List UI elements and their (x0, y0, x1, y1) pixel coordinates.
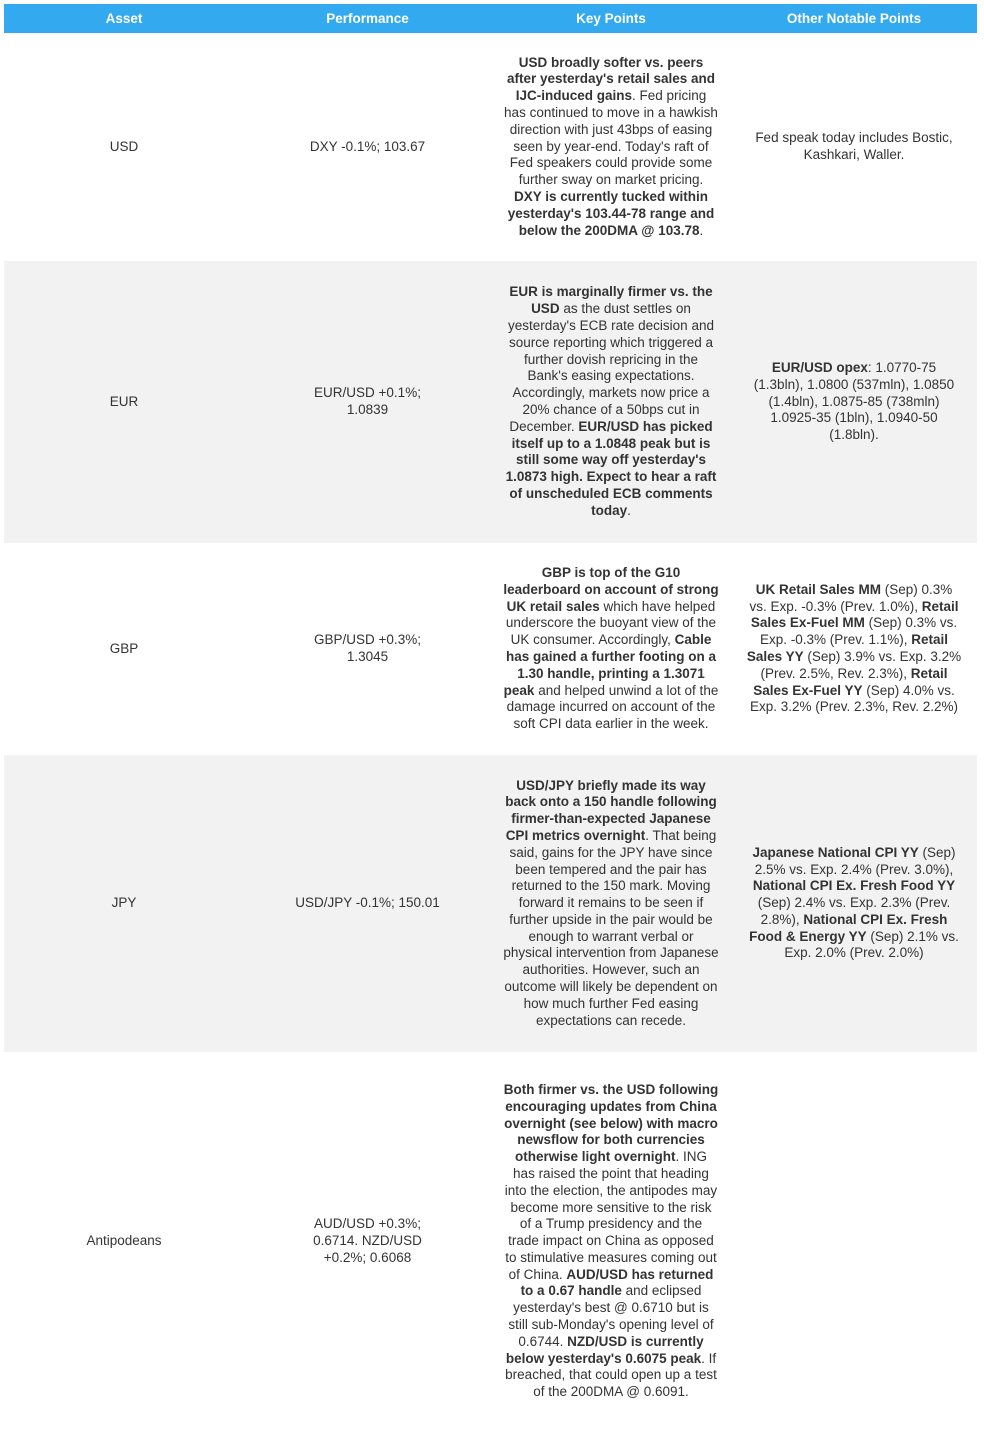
other-notable-points-cell (731, 755, 977, 1052)
other-notable-points-cell (731, 33, 977, 261)
table-row (4, 1052, 977, 1431)
text-segment: . (627, 502, 631, 518)
other-notable-points-cell (731, 543, 977, 755)
table-row (4, 33, 977, 261)
table-row (4, 261, 977, 543)
text-segment: . That being said, gains for the JPY have since been tempered and the pair has returned to the 150 mark. Moving forward it remains to be seen if further upside in the pair would be enough to warrant verbal or physical intervention from Japanese authorities. However, such an outcome will likely be dependent on how much further Fed easing expectations can recede. (503, 827, 719, 1028)
performance-cell: GBP/USD +0.3%; 1.3045 (314, 632, 421, 664)
bold-text: UK Retail Sales MM (755, 581, 881, 597)
bold-text: Cable has gained a further footing on a 1.30 handle, printing a 1.3071 peak (503, 632, 716, 698)
performance-cell: USD/JPY -0.1%; 150.01 (244, 755, 491, 1052)
performance-cell: EUR/USD +0.1%; 1.0839 (244, 261, 491, 543)
bold-text: DXY is currently tucked within yesterday's 103.44-78 range and below the 200DMA @ 103.78 (507, 188, 715, 238)
bold-text: USD/JPY briefly made its way back onto a 150 handle following firmer-than-expected Japanese CPI metrics overnight (505, 777, 717, 843)
text-segment: : 1.0770-75 (1.3bln), 1.0800 (537mln), 1.0850 (1.4bln), 1.0875-85 (738mln) 1.0925-35 (1bln), 1.0940-50 (1.8bln). (753, 360, 955, 443)
header-key-points: Key Points (491, 4, 731, 33)
text-segment: . (699, 222, 704, 238)
text-segment: (Sep) 0.3% vs. Exp. -0.3% (Prev. 1.1%), (759, 615, 958, 648)
bold-text: Both firmer vs. the USD following encouraging updates from China overnight (see below) with macro newsflow for both currencies otherwise light overnight (503, 1081, 719, 1165)
bold-text: National CPI Ex. Fresh Food YY (752, 878, 956, 894)
other-notable-points-cell (731, 1052, 977, 1431)
header-performance: Performance (244, 4, 491, 33)
asset-cell: GBP (109, 640, 139, 656)
header-other-notable-points: Other Notable Points (731, 4, 977, 33)
text-segment: (Sep) 2.5% vs. Exp. 2.4% (Prev. 3.0%), (754, 844, 956, 877)
performance-cell: AUD/USD +0.3%; 0.6714. NZD/USD +0.2%; 0.6068 (313, 1216, 422, 1265)
key-points-cell (491, 33, 731, 261)
bold-text: USD broadly softer vs. peers after yesterday's retail sales and IJC-induced gains (506, 54, 716, 104)
text-segment: . ING has raised the point that heading into the election, the antipodes may become more sensitive to the risk of a Trump presidency and the trade impact on China as opposed to stimulative measures coming out of China. (504, 1149, 718, 1282)
bold-text: EUR/USD opex (771, 360, 868, 375)
other-notable-points-cell (731, 261, 977, 543)
bold-text: EUR is marginally firmer vs. the USD (509, 284, 713, 317)
asset-cell: JPY (4, 755, 244, 1052)
text-segment: (Sep) 2.1% vs. Exp. 2.0% (Prev. 2.0%) (784, 928, 959, 961)
bold-text: Retail Sales YY (746, 632, 949, 664)
bold-text: National CPI Ex. Fresh Food & Energy YY (749, 911, 948, 944)
text-segment: and helped unwind a lot of the damage incurred on account of the soft CPI data earlier in the week. (506, 682, 719, 732)
bold-text: AUD/USD has returned to a 0.67 handle (520, 1266, 714, 1299)
key-points-cell (491, 1052, 731, 1431)
text-segment: (Sep) 2.4% vs. Exp. 2.3% (Prev. 2.8%), (757, 895, 951, 927)
key-points-cell (491, 543, 731, 755)
asset-cell: EUR (4, 261, 244, 543)
text-segment: (Sep) 0.3% vs. Exp. -0.3% (Prev. 1.0%), (749, 581, 953, 614)
header-asset: Asset (4, 4, 244, 33)
table-row (4, 543, 977, 755)
bold-text: EUR/USD has picked itself up to a 1.0848 peak but is still some way off yesterday's 1.0873 high. Expect to hear a raft of unscheduled ECB comments today (505, 418, 717, 518)
table-row (4, 755, 977, 1052)
text-segment: which have helped underscore the buoyant view of the UK consumer. Accordingly, (505, 598, 717, 648)
fx-table (4, 4, 977, 1431)
text-segment: . Fed pricing has continued to move in a hawkish direction with just 43bps of easing seen by year-end. Today's raft of Fed speakers could provide some further sway on market pricing. (504, 88, 718, 188)
text-segment: as the dust settles on yesterday's ECB rate decision and source reporting which triggered a further dovish repricing in the Bank's easing expectations. Accordingly, markets now price a 20% chance of a 50bps cut in December. (508, 301, 714, 434)
bold-text: Japanese National CPI YY (752, 844, 919, 860)
asset-cell: Antipodeans (86, 1233, 162, 1249)
performance-cell: DXY -0.1%; 103.67 (309, 138, 426, 154)
text-segment: Fed speak today includes Bostic, Kashkari, Waller. (755, 130, 953, 162)
text-segment: and eclipsed yesterday's best @ 0.6710 but is still sub-Monday's opening level of 0.6744. (508, 1283, 714, 1349)
text-segment: . If breached, that could open up a test of the 200DMA @ 0.6091. (505, 1350, 717, 1400)
bold-text: Retail Sales Ex-Fuel YY (753, 665, 948, 698)
bold-text: Retail Sales Ex-Fuel MM (750, 598, 959, 631)
key-points-cell (491, 755, 731, 1052)
asset-cell: USD (109, 138, 139, 154)
text-segment: (Sep) 3.9% vs. Exp. 3.2% (Prev. 2.5%, Rev. 2.3%), (760, 649, 962, 681)
key-points-cell (491, 261, 731, 543)
bold-text: NZD/USD is currently below yesterday's 0.6075 peak (505, 1333, 704, 1366)
text-segment: (Sep) 4.0% vs. Exp. 3.2% (Prev. 2.3%, Rev. 2.2%) (749, 682, 959, 715)
bold-text: GBP is top of the G10 leaderboard on account of strong UK retail sales (503, 565, 719, 614)
header-row (4, 4, 977, 33)
